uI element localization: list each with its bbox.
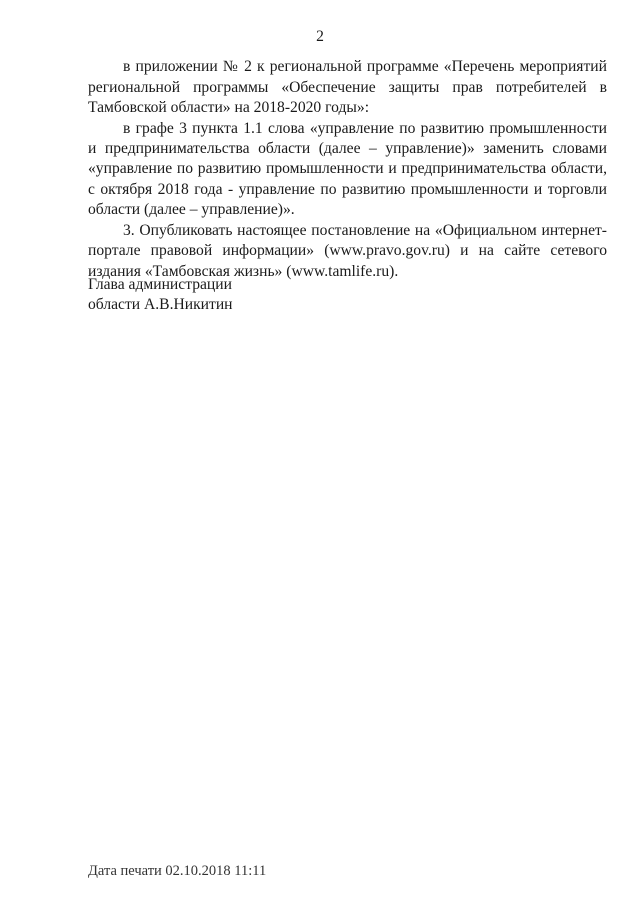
paragraph-line: и предпринимательства области (далее – управление)» заменить словами <box>88 140 607 157</box>
paragraph-line: с октября 2018 года - управление по развитию промышленности и торговли <box>88 181 607 198</box>
paragraph-line: региональной программы «Обеспечение защиты прав потребителей в <box>88 79 607 96</box>
print-date-footer: Дата печати 02.10.2018 11:11 <box>88 863 267 879</box>
paragraph-line: 3. Опубликовать настоящее постановление на «Официальном интернет- <box>123 222 607 239</box>
paragraph-line: портале правовой информации» (www.pravo.gov.ru) и на сайте сетевого <box>88 242 607 259</box>
paragraph-line: издания «Тамбовская жизнь» (www.tamlife.ru). <box>88 263 399 280</box>
paragraph-line: области (далее – управление)». <box>88 201 295 218</box>
paragraph-line: Тамбовской области» на 2018-2020 годы»: <box>88 99 370 116</box>
paragraph-line: в графе 3 пункта 1.1 слова «управление по развитию промышленности <box>123 120 607 137</box>
paragraph-line: «управление по развитию промышленности и предпринимательства области, <box>88 160 607 177</box>
page-number: 2 <box>316 28 324 45</box>
signature-title: Глава администрации <box>88 276 232 293</box>
paragraph-line: в приложении № 2 к региональной программе «Перечень мероприятий <box>123 58 607 75</box>
signature-name: области А.В.Никитин <box>88 296 233 313</box>
